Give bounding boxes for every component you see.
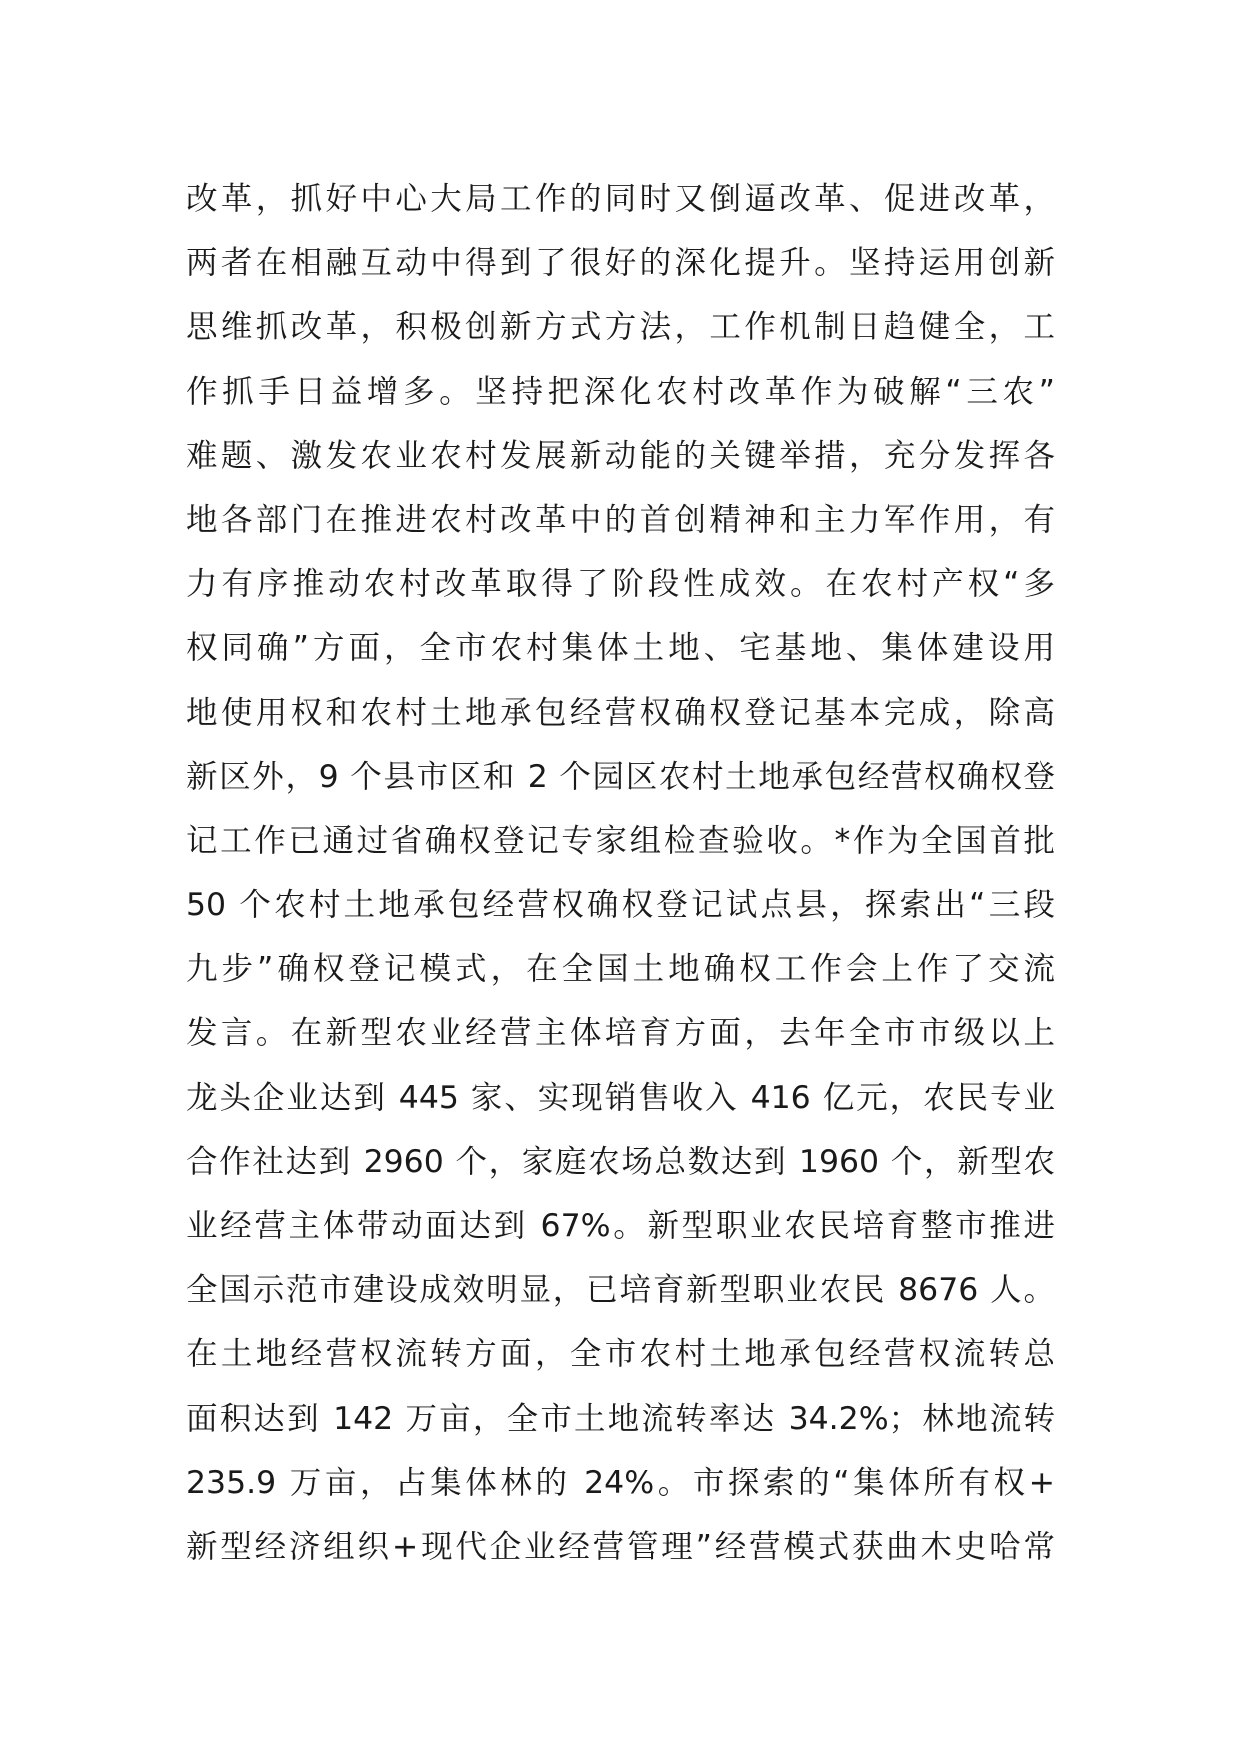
text-line: 新区外，9 个县市区和 2 个园区农村土地承包经营权确权登 <box>186 758 1055 795</box>
text-line: 改革，抓好中心大局工作的同时又倒逼改革、促进改革， <box>186 181 1055 217</box>
text-line: 难题、激发农业农村发展新动能的关键举措，充分发挥各 <box>186 437 1055 474</box>
text-line: 两者在相融互动中得到了很好的深化提升。坚持运用创新 <box>186 245 1055 282</box>
text-line: 在土地经营权流转方面，全市农村土地承包经营权流转总 <box>186 1336 1055 1373</box>
text-line: 面积达到 142 万亩，全市土地流转率达 34.2%；林地流转 <box>186 1400 1055 1437</box>
text-line: 合作社达到 2960 个，家庭农场总数达到 1960 个，新型农 <box>186 1143 1055 1180</box>
text-line: 地使用权和农村土地承包经营权确权登记基本完成，除高 <box>186 694 1055 731</box>
text-line: 力有序推动农村改革取得了阶段性成效。在农村产权“多 <box>186 566 1055 603</box>
text-line: 全国示范市建设成效明显，已培育新型职业农民 8676 人。 <box>186 1272 1055 1309</box>
text-line: 龙头企业达到 445 家、实现销售收入 416 亿元，农民专业 <box>186 1079 1055 1116</box>
text-line: 新型经济组织+现代企业经营管理”经营模式获曲木史哈常 <box>186 1528 1055 1565</box>
text-line: 235.9 万亩，占集体林的 24%。市探索的“集体所有权+ <box>186 1464 1055 1501</box>
text-line: 业经营主体带动面达到 67%。新型职业农民培育整市推进 <box>186 1208 1055 1244</box>
text-line: 权同确”方面，全市农村集体土地、宅基地、集体建设用 <box>186 630 1055 667</box>
text-line: 发言。在新型农业经营主体培育方面，去年全市市级以上 <box>186 1015 1055 1052</box>
text-line: 思维抓改革，积极创新方式方法，工作机制日趋健全，工 <box>186 309 1055 346</box>
text-line: 50 个农村土地承包经营权确权登记试点县，探索出“三段 <box>186 887 1055 924</box>
body-paragraph <box>186 167 1055 1579</box>
text-line: 九步”确权登记模式，在全国土地确权工作会上作了交流 <box>186 951 1055 988</box>
text-line: 作抓手日益增多。坚持把深化农村改革作为破解“三农” <box>186 373 1055 410</box>
text-line: 记工作已通过省确权登记专家组检查验收。*作为全国首批 <box>186 822 1055 859</box>
text-line: 地各部门在推进农村改革中的首创精神和主力军作用，有 <box>186 501 1055 538</box>
